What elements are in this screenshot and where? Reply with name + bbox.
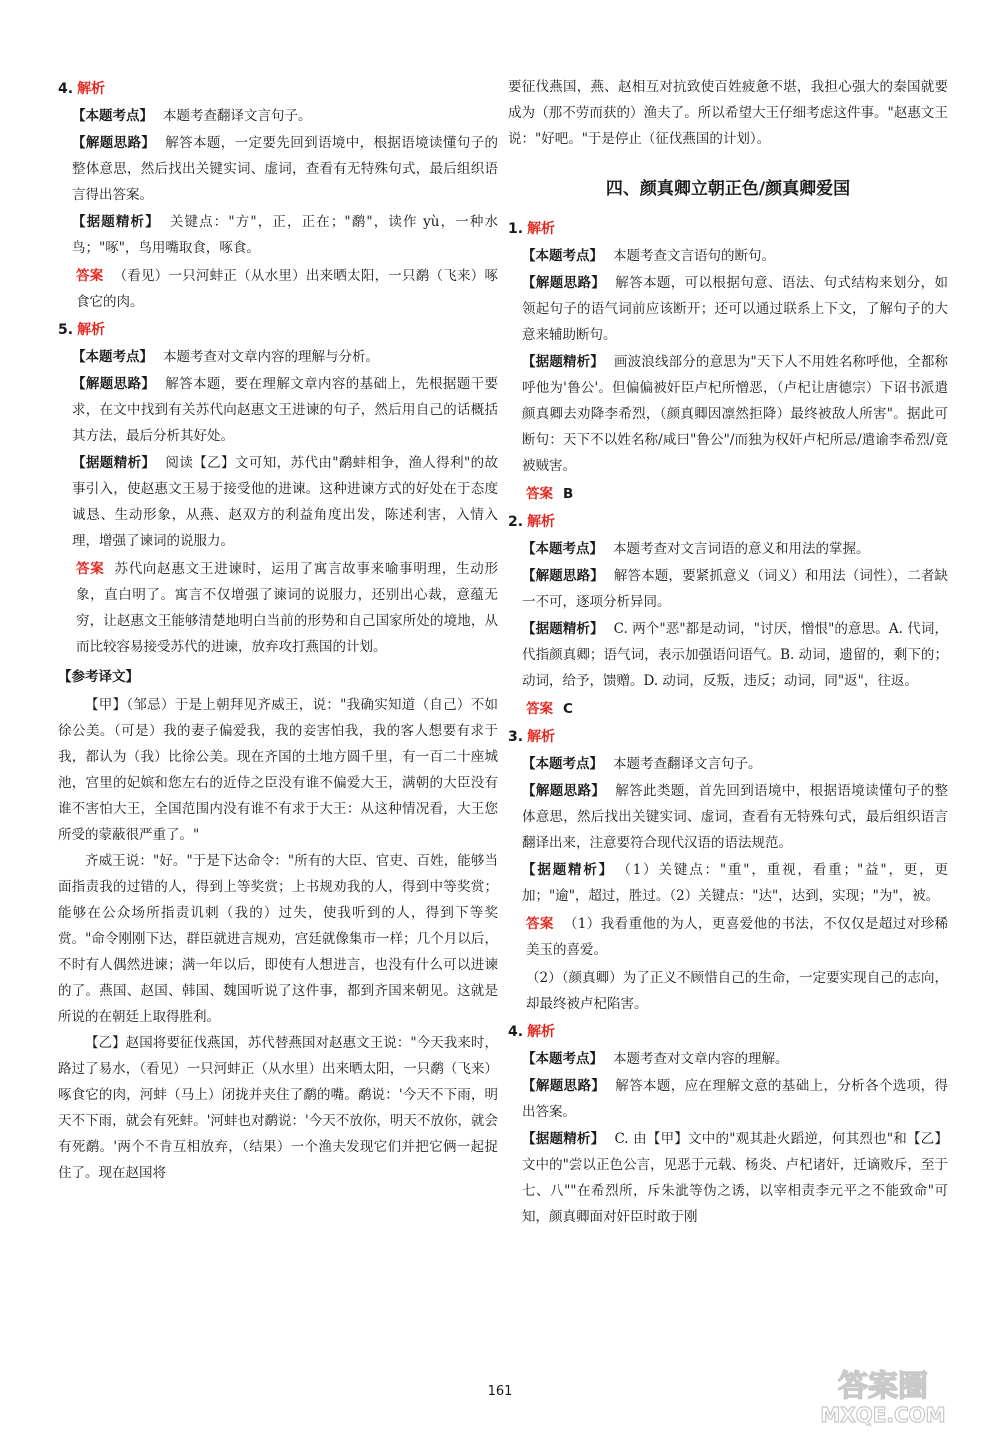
jingxi-tag: 【据题精析】 — [522, 354, 604, 370]
kaodian-tag: 【本题考点】 — [522, 541, 603, 557]
watermark-text-cn: 答案圈 — [838, 1369, 928, 1404]
answer-label: 答案 — [526, 701, 553, 717]
reference-translation-title: 【参考译文】 — [58, 669, 139, 685]
question-1-header — [508, 216, 948, 242]
answer-text: （2）（颜真卿）为了正义不顾惜自己的生命，一定要实现自己的志向，却最终被卢杞陷害。 — [526, 970, 948, 1012]
kaodian-text: 本题考查翻译文言句子。 — [163, 108, 312, 124]
kaodian-item — [58, 344, 498, 370]
translation-paragraph: 【乙】赵国将要征伐燕国，苏代替燕国对赵惠文王说："今天我来时，路过了易水，（看见）一只河蚌正（从水里）出来晒太阳，一只鹬（飞来）啄食它的肉，河蚌（马上）闭拢并夹住了鹬的嘴。鹬说：'今天不下雨，明天不下雨，就会有死蚌。'河蚌也对鹬说：'今天不放你，明天不放你，就会有死鹬。'两个不肯互相放弃，（结果）一个渔夫发现它们并把它俩一起捉住了。现在赵国将 — [58, 1035, 498, 1181]
section-title: 四、颜真卿立朝正色/颜真卿爱国 — [605, 179, 851, 199]
jingxi-item — [508, 1126, 948, 1230]
translation-paragraph: 【甲】（邹忌）于是上朝拜见齐威王，说："我确实知道（自己）不如徐公美。（可是）我的妻子偏爱我，我的妾害怕我，我的客人想要有求于我，都认为（我）比徐公美。现在齐国的土地方圆千里，有一百二十座城池，宫里的妃嫔和您左右的近侍之臣没有谁不偏爱大王，满朝的大臣没有谁不害怕大王，全国范围内没有谁不有求于大王：从这种情况看，大王您所受的蒙蔽很严重了。" — [58, 697, 498, 843]
jingxi-item — [508, 857, 948, 909]
watermark-icon — [788, 1362, 978, 1428]
jingxi-text: 阅读【乙】文可知，苏代由"鹬蚌相争，渔人得利"的故事引入，使赵惠文王易于接受他的进谏。这种进谏方式的好处在于态度诚恳、生动形象，从燕、赵双方的利益角度出发，陈述利害，入情入理，增强了谏词的说服力。 — [72, 455, 499, 549]
answer-item — [58, 556, 498, 660]
kaodian-text: 本题考查文言语句的断句。 — [613, 248, 775, 264]
silu-item — [58, 371, 498, 449]
answer-text: （看见）一只河蚌正（从水里）出来晒太阳，一只鹬（飞来）啄食它的肉。 — [76, 268, 499, 310]
jingxi-text: 关键点："方"，正，正在；"鹬"，读作 yù，一种水鸟；"啄"，鸟用嘴取食，啄食。 — [72, 214, 499, 256]
jingxi-item — [58, 209, 498, 261]
question-number: 4. — [58, 81, 74, 97]
silu-item — [508, 1073, 948, 1125]
kaodian-text: 本题考查对文言词语的意义和用法的掌握。 — [613, 541, 870, 557]
jingxi-item — [508, 349, 948, 479]
answer-item-2 — [508, 965, 948, 1017]
answer-label: 答案 — [76, 561, 105, 577]
jiexi-label: 解析 — [527, 1024, 556, 1040]
answer-label: 答案 — [526, 486, 553, 502]
jiexi-label: 解析 — [527, 729, 556, 745]
watermark-text-en: MXQE.COM — [820, 1403, 946, 1427]
kaodian-text: 本题考查对文章内容的理解。 — [613, 1051, 789, 1067]
question-2-header — [508, 509, 948, 535]
translation-paragraph: 齐威王说："好。"于是下达命令："所有的大臣、官吏、百姓，能够当面指责我的过错的人，得到上等奖赏；上书规劝我的人，得到中等奖赏；能够在公众场所指责讥刺（我的）过失，使我听到的人，得到下等奖赏。"命令刚刚下达，群臣就进言规劝，宫廷就像集市一样；几个月以后，不时有人偶然进谏；满一年以后，即使有人想进言，也没有什么可以进谏的了。燕国、赵国、韩国、魏国听说了这件事，都到齐国来朝见。这就是所说的在朝廷上取得胜利。 — [58, 853, 498, 1025]
silu-tag: 【解题思路】 — [522, 568, 604, 584]
answer-item — [508, 696, 948, 722]
silu-item — [508, 778, 948, 856]
question-5-header — [58, 317, 498, 343]
question-number: 4. — [508, 1024, 524, 1040]
kaodian-item — [58, 103, 498, 129]
jingxi-text: 画波浪线部分的意思为"天下人不用姓名称呼他，全都称呼他为'鲁公'。但偏偏被奸臣卢杞所憎恶，（卢杞让唐德宗）下诏书派遣颜真卿去劝降李希烈，（颜真卿因凛然拒降）最终被敌人所害"。据此可断句：天下不以姓名称/咸曰"鲁公"/而独为权奸卢杞所忌/遣谕李希烈/竟被贼害。 — [522, 354, 949, 474]
jingxi-text: （1）关键点："重"，重视，看重；"益"，更，更加；"逾"，超过，胜过。（2）关键点："达"，达到，实现；"为"，被。 — [522, 862, 948, 904]
jingxi-tag: 【据题精析】 — [72, 214, 160, 230]
silu-tag: 【解题思路】 — [522, 1078, 606, 1094]
answer-item — [508, 481, 948, 507]
answer-text: （1）我看重他的为人，更喜爱他的书法，不仅仅是超过对珍稀美玉的喜爱。 — [526, 916, 949, 958]
silu-tag: 【解题思路】 — [72, 135, 156, 151]
kaodian-item — [508, 536, 948, 562]
jingxi-text: C. 两个"恶"都是动词，"讨厌，憎恨"的意思。A. 代词，代指颜真卿；语气词，表示加强语问语气。B. 动词，遗留的，剩下的；动词，给予，馈赠。D. 动词，反叛，违反；动词，同"返"，往返。 — [522, 621, 948, 689]
kaodian-item — [508, 1046, 948, 1072]
kaodian-text: 本题考查对文章内容的理解与分析。 — [163, 349, 379, 365]
question-3-header — [508, 724, 948, 750]
silu-text: 解答此类题，首先回到语境中，根据语境读懂句子的整体意思，然后找出关键实词、虚词，查看有无特殊句式，最后组织语言翻译出来，注意要符合现代汉语的语法规范。 — [522, 783, 949, 851]
answer-text: 苏代向赵惠文王进谏时，运用了寓言故事来喻事明理，生动形象，直白明了。寓言不仅增强了谏词的说服力，还别出心裁，意蕴无穷，让赵惠文王能够清楚地明白当前的形势和自己国家所处的境地，从而比较容易接受苏代的进谏，放弃攻打燕国的计划。 — [76, 561, 499, 655]
kaodian-tag: 【本题考点】 — [72, 349, 153, 365]
jiexi-label: 解析 — [527, 221, 556, 237]
answer-label: 答案 — [526, 916, 554, 932]
right-column — [508, 74, 948, 1231]
question-number: 3. — [508, 729, 524, 745]
answer-label: 答案 — [76, 268, 104, 284]
question-number: 5. — [58, 322, 74, 338]
question-number: 2. — [508, 514, 524, 530]
kaodian-tag: 【本题考点】 — [72, 108, 153, 124]
question-4-header — [58, 76, 498, 102]
silu-tag: 【解题思路】 — [72, 376, 156, 392]
jiexi-label: 解析 — [527, 514, 556, 530]
question-4-header — [508, 1019, 948, 1045]
kaodian-item — [508, 243, 948, 269]
jingxi-text: C. 由【甲】文中的"观其赴火蹈逆，何其烈也"和【乙】文中的"尝以正色公言，见恶于元载、杨炎、卢杞诸奸，迁谪败斥，至于七、八""在希烈所，斥朱泚等伪之诱，以宰相责李元平之不能致命"可知，颜真卿面对奸臣时敢于刚 — [522, 1131, 948, 1225]
kaodian-tag: 【本题考点】 — [522, 1051, 603, 1067]
silu-item — [508, 270, 948, 348]
silu-text: 解答本题，一定要先回到语境中，根据语境读懂句子的整体意思，然后找出关键实词、虚词，查看有无特殊句式，最后组织语言得出答案。 — [72, 135, 499, 203]
answer-item — [58, 263, 498, 315]
kaodian-text: 本题考查翻译文言句子。 — [613, 756, 762, 772]
jingxi-tag: 【据题精析】 — [522, 621, 604, 637]
jiexi-label: 解析 — [77, 81, 106, 97]
question-number: 1. — [508, 221, 524, 237]
watermark-logo — [788, 1362, 978, 1428]
silu-item — [508, 563, 948, 615]
kaodian-tag: 【本题考点】 — [522, 756, 603, 772]
answer-item — [508, 911, 948, 963]
silu-text: 解答本题，可以根据句意、语法、句式结构来划分，如领起句子的语气词前应该断开；还可以通过联系上下文，了解句子的大意来辅助断句。 — [522, 275, 949, 343]
page-number: 161 — [487, 1384, 513, 1399]
jiexi-label: 解析 — [77, 322, 106, 338]
silu-text: 解答本题，应在理解文意的基础上，分析各个选项，得出答案。 — [522, 1078, 949, 1120]
jingxi-item — [508, 616, 948, 694]
jingxi-tag: 【据题精析】 — [522, 1131, 605, 1147]
answer-letter: C — [563, 701, 573, 717]
silu-text: 解答本题，要在理解文章内容的基础上，先根据题干要求，在文中找到有关苏代向赵惠文王进谏的句子，然后用自己的话概括其方法，最后分析其好处。 — [72, 376, 499, 444]
silu-text: 解答本题，要紧抓意义（词义）和用法（词性），二者缺一不可，逐项分析异同。 — [522, 568, 949, 610]
translation-continuation: 要征伐燕国，燕、赵相互对抗致使百姓疲惫不堪，我担心强大的秦国就要成为（那不劳而获的）渔夫了。所以希望大王仔细考虑这件事。"赵惠文王说："好吧。"于是停止（征伐燕国的计划）。 — [508, 79, 948, 147]
jingxi-tag: 【据题精析】 — [522, 862, 615, 878]
silu-item — [58, 130, 498, 208]
jingxi-tag: 【据题精析】 — [72, 455, 156, 471]
jingxi-item — [58, 450, 498, 554]
kaodian-item — [508, 751, 948, 777]
kaodian-tag: 【本题考点】 — [522, 248, 603, 264]
silu-tag: 【解题思路】 — [522, 783, 606, 799]
answer-letter: B — [563, 486, 574, 502]
silu-tag: 【解题思路】 — [522, 275, 606, 291]
left-column — [58, 74, 498, 1186]
